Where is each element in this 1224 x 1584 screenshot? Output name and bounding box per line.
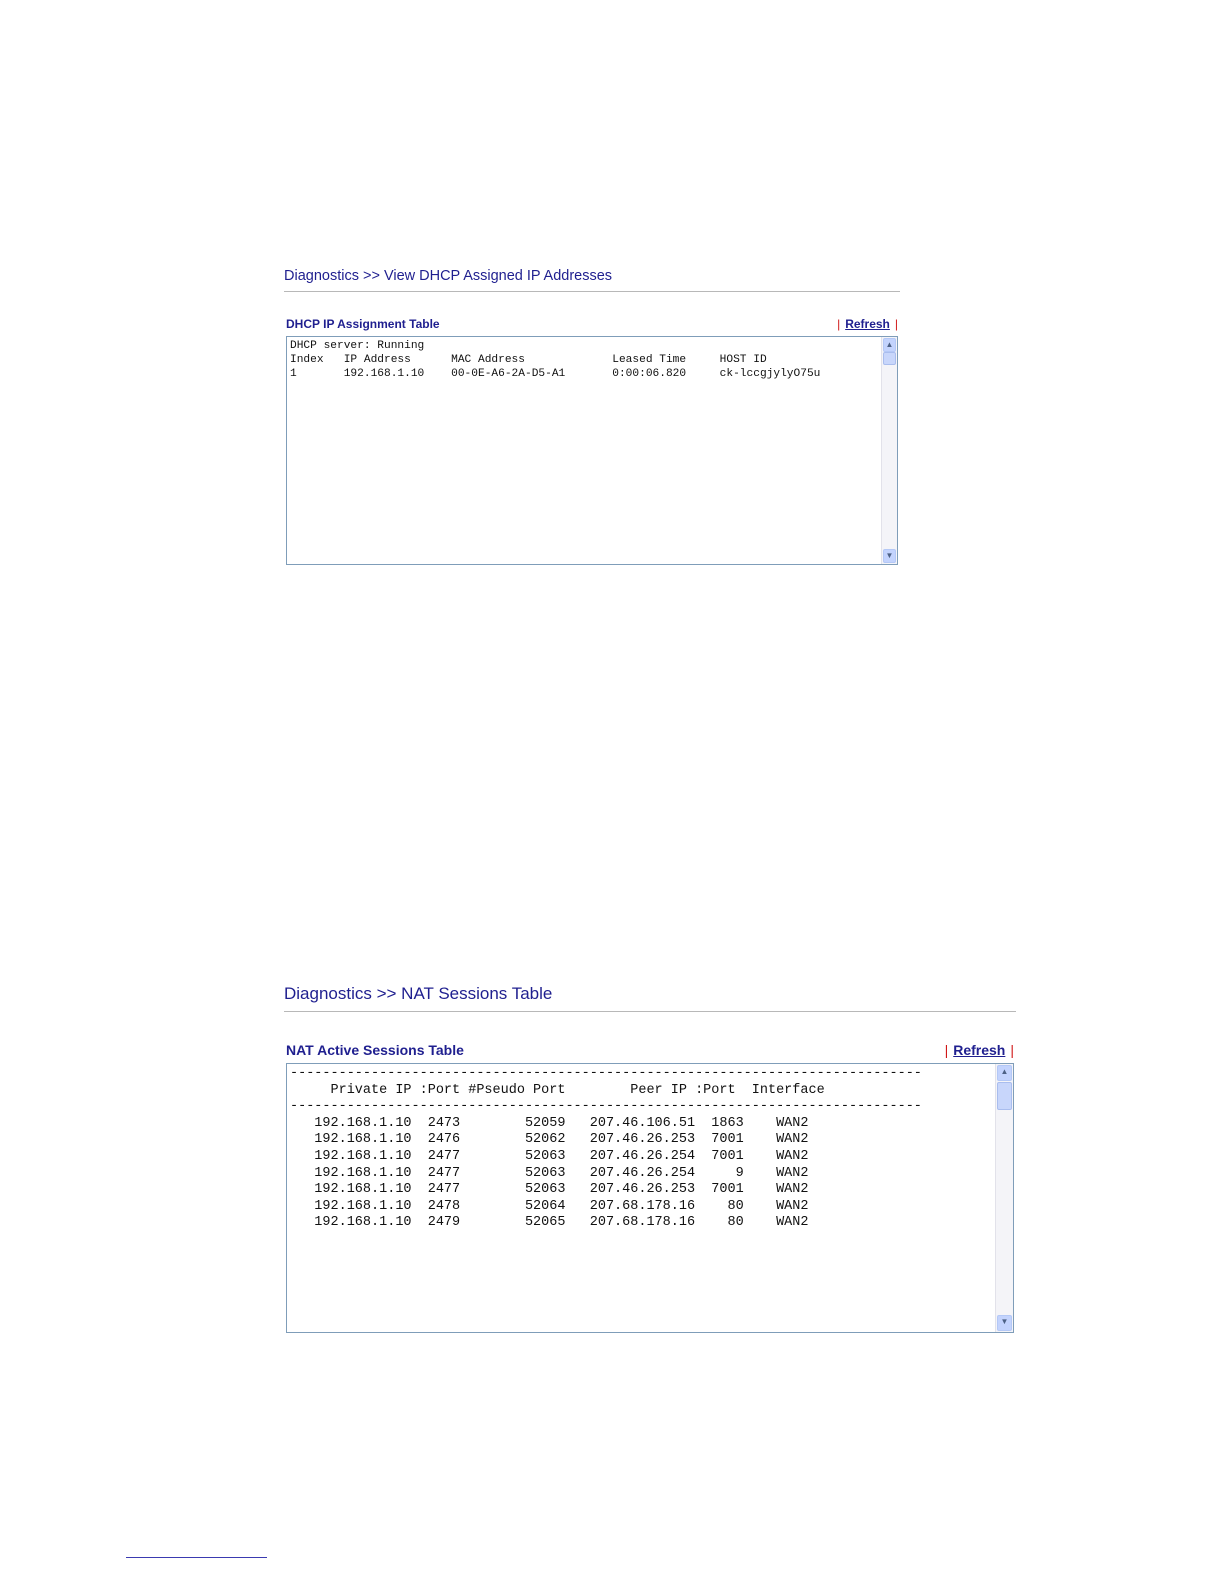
nat-panel (284, 983, 1016, 1335)
separator-right: | (1010, 1042, 1014, 1058)
scroll-down-arrow-icon[interactable]: ▼ (997, 1315, 1012, 1331)
table-header-bar (286, 316, 898, 334)
refresh-group (945, 1041, 1014, 1059)
nat-table-content: ------------------------------------------------------------------------------ Private IP :Port #Pseudo Port Peer IP :Port Interface ------------------------------------------------------------------------------ 192.168.1.10 2473 52059 207.46.106.51 1863 WAN2 192.168.1.10 2476 52062 207.46.26.253 7001 WAN2 192.168.1.10 2477 52063 207.46.26.254 7001 WAN2 192.168.1.10 2477 52063 207.46.26.254 9 WAN2 192.168.1.10 2477 52063 207.46.26.253 7001 WAN2 192.168.1.10 2478 52064 207.68.178.16 80 WAN2 192.168.1.10 2479 52065 207.68.178.16 80 WAN2 (290, 1066, 922, 1231)
footnote-divider (126, 1557, 267, 1558)
scrollbar-thumb[interactable] (997, 1082, 1012, 1110)
refresh-link[interactable]: Refresh (845, 317, 890, 331)
scroll-down-arrow-icon[interactable]: ▼ (883, 549, 896, 563)
dhcp-panel (284, 266, 900, 566)
scroll-up-arrow-icon[interactable]: ▲ (997, 1065, 1012, 1081)
table-title: NAT Active Sessions Table (286, 1042, 464, 1058)
title-divider (284, 1011, 1016, 1012)
table-title: DHCP IP Assignment Table (286, 317, 440, 331)
dhcp-table-textarea[interactable] (286, 336, 898, 565)
scrollbar-thumb[interactable] (883, 352, 896, 365)
scroll-up-arrow-icon[interactable]: ▲ (883, 338, 896, 352)
page-title: Diagnostics >> NAT Sessions Table (284, 984, 553, 1003)
vertical-scrollbar[interactable] (881, 337, 897, 564)
nat-table-textarea[interactable] (286, 1063, 1014, 1333)
separator-left: | (944, 1042, 949, 1058)
dhcp-table-content: DHCP server: Running Index IP Address MAC Address Leased Time HOST ID 1 192.168.1.10 00-0E-A6-2A-D5-A1 0:00:06.820 ck-lccgjylyO75u (290, 340, 821, 380)
separator-left: | (837, 317, 841, 331)
title-divider (284, 291, 900, 292)
table-header-bar (286, 1041, 1014, 1061)
page-title: Diagnostics >> View DHCP Assigned IP Addresses (284, 268, 613, 284)
vertical-scrollbar[interactable] (995, 1064, 1013, 1332)
separator-right: | (894, 317, 898, 331)
refresh-group (837, 316, 898, 332)
refresh-link[interactable]: Refresh (953, 1042, 1006, 1058)
